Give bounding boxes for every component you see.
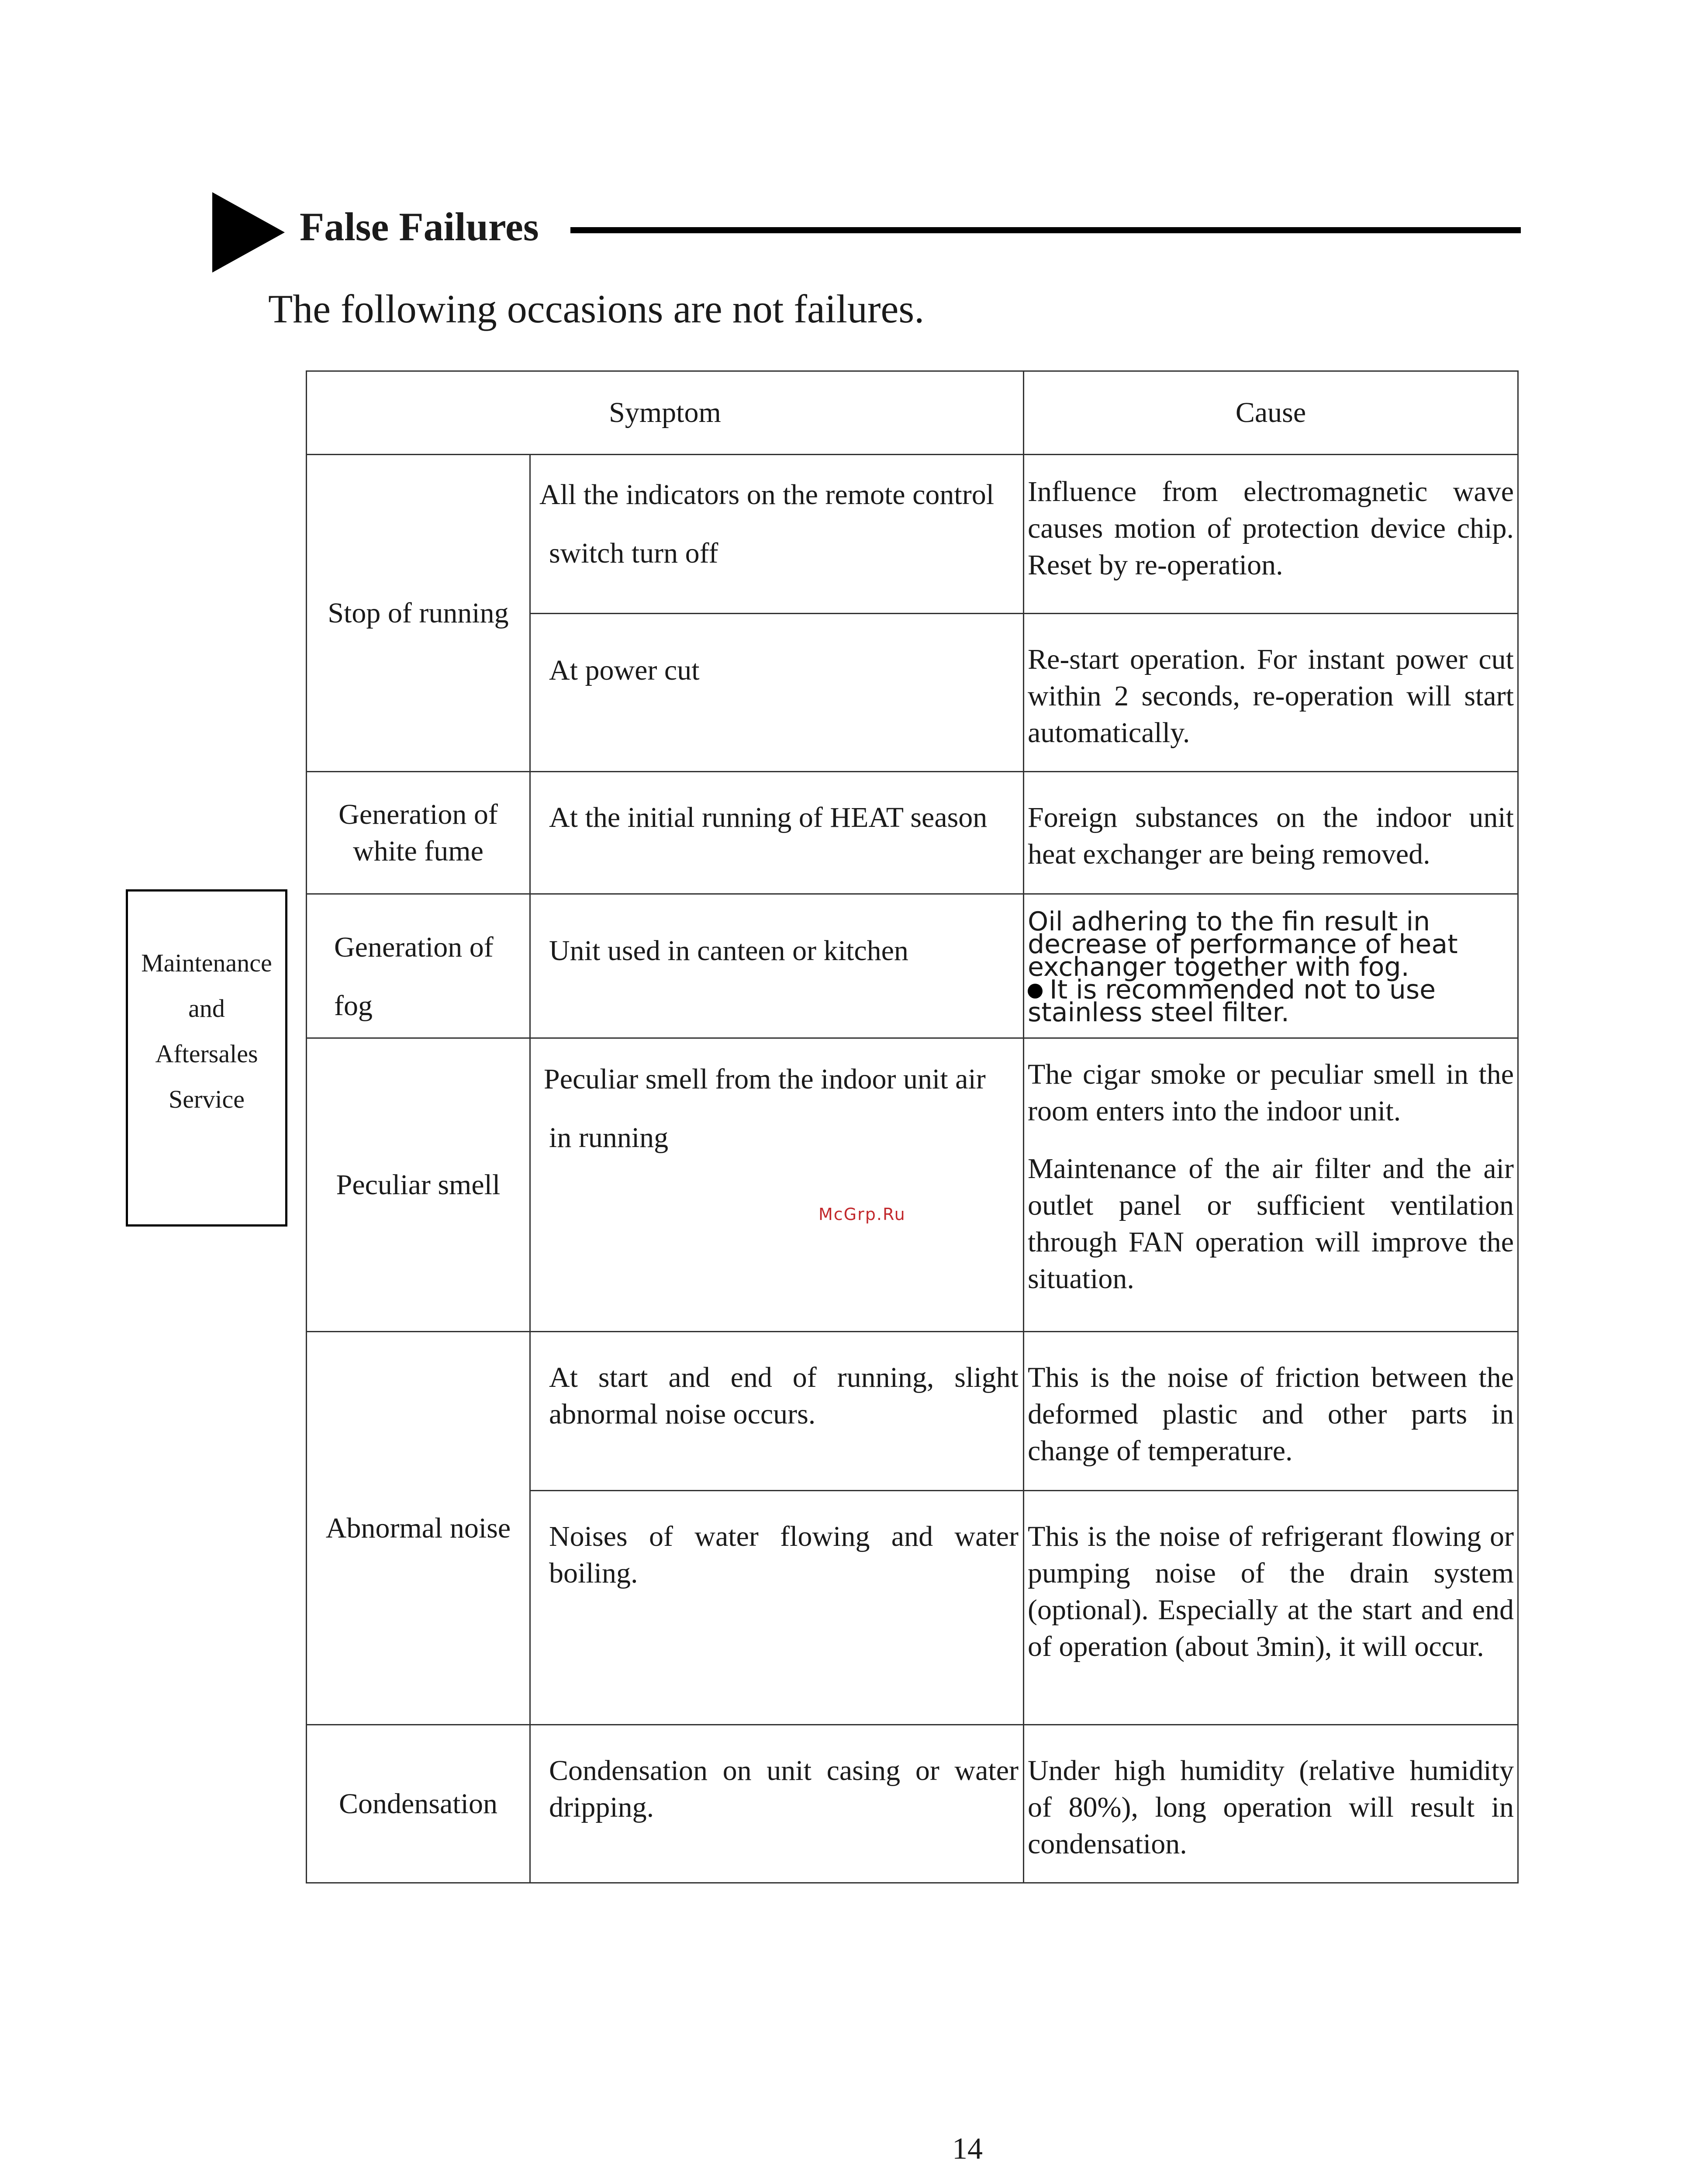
header-cause: Cause [1024,371,1518,455]
page-number: 14 [952,2132,983,2166]
category-condensation: Condensation [307,1725,530,1883]
cause-text: It is recommended not to use stainless steel filter. [1028,975,1436,1028]
table-row [307,1332,1518,1491]
category-fog [307,894,530,1038]
sidebar-line: and [188,994,225,1023]
symptom-text: switch turn off [549,537,718,569]
title-rule [570,227,1521,233]
category-stop-of-running: Stop of running [307,455,530,772]
symptom-text: Peculiar smell from the indoor unit air [544,1063,986,1095]
category-abnormal-noise: Abnormal noise [307,1332,530,1725]
cause-text: Maintenance of the air filter and the air outlet panel or sufficient ventilation through FAN operation will improve the situation. [1028,1153,1514,1295]
table-header-row [307,371,1518,455]
cause-cell: This is the noise of refrigerant flowing or pumping noise of the drain system (optional). Especially at the start and end of operation (about 3min), it will occur. [1024,1491,1518,1725]
symptom-text: All the indicators on the remote control [539,479,995,511]
table-row [307,772,1518,894]
symptom-text: in running [549,1122,669,1154]
sidebar-box [126,889,287,1227]
sidebar-line: Service [169,1085,245,1113]
category-white-fume [307,772,530,894]
symptom-cell [530,1038,1024,1332]
category-text: Generation of [334,931,494,963]
cause-text: The cigar smoke or peculiar smell in the room enters into the indoor unit. [1028,1058,1514,1127]
table-row [307,894,1518,1038]
cause-cell: Influence from electromagnetic wave causes motion of protection device chip. Reset by re-operation. [1024,455,1518,614]
symptom-cell: Condensation on unit casing or water dripping. [530,1725,1024,1883]
section-header [212,192,1523,280]
table-row [307,455,1518,614]
category-text: Generation of [338,798,498,830]
symptom-cell: At the initial running of HEAT season [530,772,1024,894]
table-row [307,1038,1518,1332]
triangle-arrow-icon [212,192,285,273]
cause-text: Oil adhering to the fin result in decrease of performance of heat exchanger together with fog. [1028,906,1458,982]
false-failures-table [306,370,1519,1883]
bullet-icon [1028,984,1043,999]
symptom-cell: At power cut [530,614,1024,772]
symptom-cell: Noises of water flowing and water boiling. [530,1491,1024,1725]
header-symptom: Symptom [307,371,1024,455]
category-text: white fume [353,835,483,867]
cause-cell: Re-start operation. For instant power cut within 2 seconds, re-operation will start automatically. [1024,614,1518,772]
cause-cell: Foreign substances on the indoor unit heat exchanger are being removed. [1024,772,1518,894]
symptom-cell: At start and end of running, slight abnormal noise occurs. [530,1332,1024,1491]
category-peculiar-smell: Peculiar smell [307,1038,530,1332]
intro-text: The following occasions are not failures. [268,287,925,331]
cause-cell: This is the noise of friction between the deformed plastic and other parts in change of temperature. [1024,1332,1518,1491]
table-row [307,1725,1518,1883]
sidebar-line: Maintenance [141,949,272,977]
sidebar-line: Aftersales [155,1040,258,1068]
watermark: McGrp.Ru [818,1205,906,1224]
cause-cell [1024,894,1518,1038]
symptom-cell: Unit used in canteen or kitchen [530,894,1024,1038]
category-text: fog [334,990,373,1022]
symptom-cell [530,455,1024,614]
section-title: False Failures [300,204,539,249]
cause-cell: Under high humidity (relative humidity of 80%), long operation will result in condensation. [1024,1725,1518,1883]
cause-cell [1024,1038,1518,1332]
